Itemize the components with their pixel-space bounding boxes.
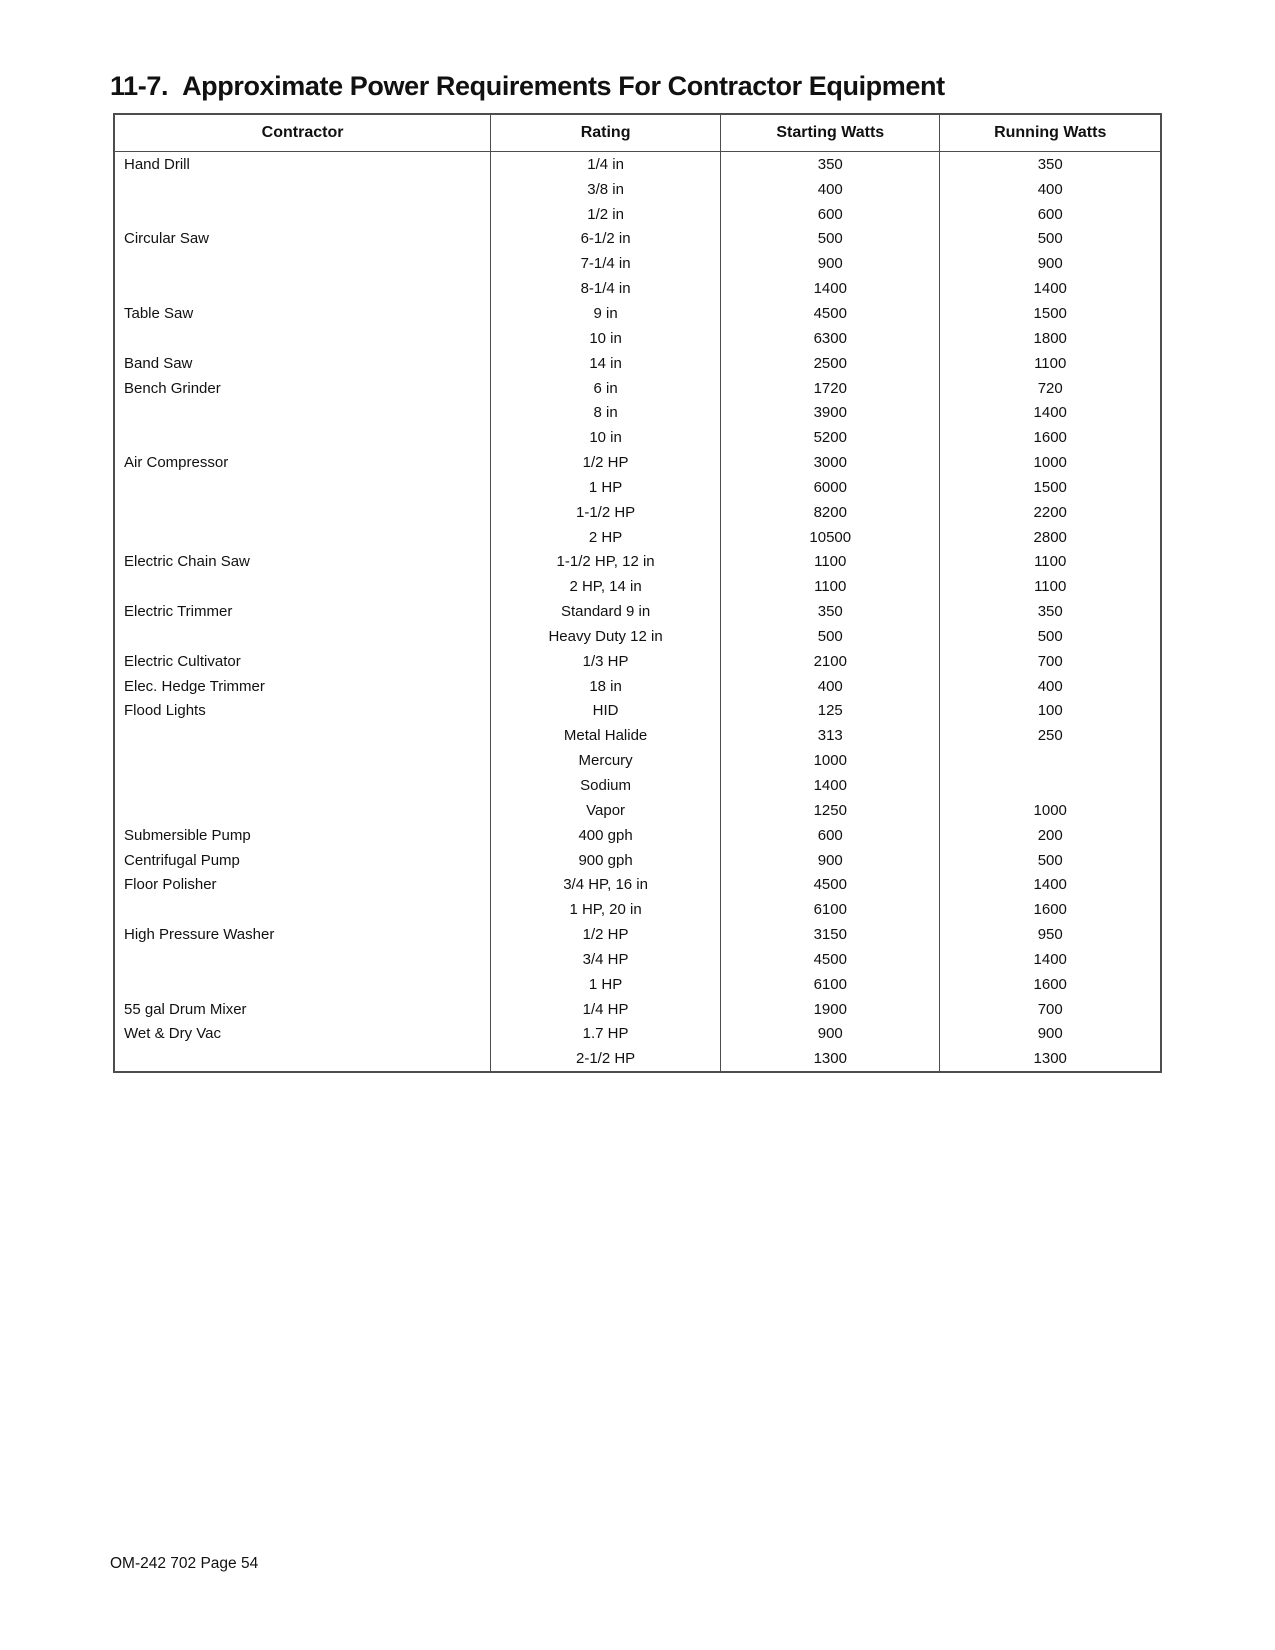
cell-rating: 1/4 in (490, 152, 720, 177)
cell-running-watts: 700 (939, 649, 1159, 674)
cell-rating: 8 in (490, 400, 720, 425)
cell-running-watts: 950 (939, 922, 1159, 947)
cell-starting-watts: 125 (720, 699, 939, 724)
cell-starting-watts: 6100 (720, 972, 939, 997)
cell-contractor (115, 1046, 490, 1071)
cell-rating: 3/8 in (490, 177, 720, 202)
cell-starting-watts: 6300 (720, 326, 939, 351)
cell-rating: Vapor (490, 798, 720, 823)
section-title-text: Approximate Power Requirements For Contractor Equipment (182, 71, 945, 101)
cell-running-watts: 1500 (939, 475, 1159, 500)
cell-rating: 6 in (490, 376, 720, 401)
cell-rating: 1-1/2 HP, 12 in (490, 550, 720, 575)
cell-running-watts: 1100 (939, 574, 1159, 599)
cell-running-watts: 500 (939, 227, 1159, 252)
cell-starting-watts: 3000 (720, 450, 939, 475)
cell-starting-watts: 4500 (720, 947, 939, 972)
table-row (115, 425, 1160, 450)
cell-contractor: Bench Grinder (124, 379, 221, 397)
column-header-contractor: Contractor (261, 124, 344, 141)
cell-rating: 1/2 HP (490, 450, 720, 475)
table-row (115, 450, 1160, 475)
cell-starting-watts: 900 (720, 251, 939, 276)
cell-contractor (115, 276, 490, 301)
table-row (115, 972, 1160, 997)
cell-starting-watts: 313 (720, 723, 939, 748)
table-row (115, 400, 1160, 425)
cell-rating: 6-1/2 in (490, 227, 720, 252)
table-row (115, 922, 1160, 947)
cell-contractor (115, 574, 490, 599)
column-header-rating: Rating (490, 115, 720, 151)
cell-running-watts (939, 748, 1159, 773)
cell-running-watts: 700 (939, 997, 1159, 1022)
cell-running-watts: 900 (939, 251, 1159, 276)
cell-contractor: Circular Saw (124, 230, 210, 248)
cell-starting-watts: 1720 (720, 376, 939, 401)
column-header-running-watts: Running Watts (939, 115, 1159, 151)
cell-rating: Standard 9 in (490, 599, 720, 624)
cell-rating: 1/4 HP (490, 997, 720, 1022)
cell-contractor: Band Saw (124, 354, 193, 372)
cell-starting-watts: 6100 (720, 897, 939, 922)
table-row (115, 326, 1160, 351)
cell-contractor (115, 947, 490, 972)
table-row (115, 947, 1160, 972)
cell-running-watts: 720 (939, 376, 1159, 401)
cell-running-watts: 1800 (939, 326, 1159, 351)
cell-running-watts: 1000 (939, 450, 1159, 475)
cell-rating: 1/3 HP (490, 649, 720, 674)
cell-starting-watts: 900 (720, 848, 939, 873)
table-row (115, 525, 1160, 550)
cell-starting-watts: 350 (720, 152, 939, 177)
table-row (115, 376, 1160, 401)
cell-contractor (115, 798, 490, 823)
cell-starting-watts: 1000 (720, 748, 939, 773)
cell-contractor: Wet & Dry Vac (124, 1025, 221, 1043)
table-row (115, 599, 1160, 624)
table-row (115, 699, 1160, 724)
cell-rating: 900 gph (490, 848, 720, 873)
cell-starting-watts: 1400 (720, 276, 939, 301)
cell-running-watts: 1400 (939, 947, 1159, 972)
cell-starting-watts: 3150 (720, 922, 939, 947)
cell-contractor (115, 748, 490, 773)
cell-rating: 1 HP, 20 in (490, 897, 720, 922)
cell-contractor (115, 624, 490, 649)
cell-contractor (115, 326, 490, 351)
cell-rating: Metal Halide (490, 723, 720, 748)
cell-starting-watts: 400 (720, 674, 939, 699)
cell-starting-watts: 4500 (720, 872, 939, 897)
page-footer: OM-242 702 Page 54 (110, 1555, 259, 1572)
table-row (115, 897, 1160, 922)
cell-starting-watts: 1250 (720, 798, 939, 823)
cell-rating: 1.7 HP (490, 1022, 720, 1047)
cell-running-watts: 400 (939, 177, 1159, 202)
cell-contractor (115, 400, 490, 425)
cell-running-watts: 1600 (939, 897, 1159, 922)
cell-rating: Sodium (490, 773, 720, 798)
cell-running-watts (939, 773, 1159, 798)
cell-starting-watts: 6000 (720, 475, 939, 500)
cell-starting-watts: 600 (720, 202, 939, 227)
cell-rating: 2 HP, 14 in (490, 574, 720, 599)
cell-running-watts: 1500 (939, 301, 1159, 326)
table-header-row (115, 115, 1160, 152)
cell-contractor (115, 972, 490, 997)
cell-starting-watts: 350 (720, 599, 939, 624)
cell-contractor: Centrifugal Pump (124, 851, 240, 869)
table-body (115, 152, 1160, 1071)
cell-contractor (115, 177, 490, 202)
cell-contractor: Floor Polisher (124, 876, 217, 894)
table-row (115, 649, 1160, 674)
table-row (115, 152, 1160, 177)
cell-rating: 400 gph (490, 823, 720, 848)
cell-running-watts: 1100 (939, 351, 1159, 376)
cell-starting-watts: 600 (720, 823, 939, 848)
cell-starting-watts: 8200 (720, 500, 939, 525)
cell-contractor: Air Compressor (124, 454, 229, 472)
cell-contractor (115, 525, 490, 550)
table-row (115, 475, 1160, 500)
table-row (115, 202, 1160, 227)
cell-rating: 1 HP (490, 972, 720, 997)
table-row (115, 574, 1160, 599)
cell-rating: 1 HP (490, 475, 720, 500)
cell-contractor (115, 773, 490, 798)
page-title (110, 71, 945, 102)
table-row (115, 177, 1160, 202)
cell-starting-watts: 5200 (720, 425, 939, 450)
cell-running-watts: 2200 (939, 500, 1159, 525)
cell-rating: 10 in (490, 326, 720, 351)
table-row (115, 723, 1160, 748)
cell-starting-watts: 900 (720, 1022, 939, 1047)
cell-running-watts: 2800 (939, 525, 1159, 550)
cell-rating: Mercury (490, 748, 720, 773)
cell-rating: 3/4 HP, 16 in (490, 872, 720, 897)
table-row (115, 276, 1160, 301)
table-row (115, 500, 1160, 525)
cell-contractor (115, 251, 490, 276)
table-row (115, 773, 1160, 798)
cell-contractor: 55 gal Drum Mixer (124, 1000, 247, 1018)
cell-running-watts: 1400 (939, 276, 1159, 301)
cell-rating: 18 in (490, 674, 720, 699)
cell-running-watts: 350 (939, 599, 1159, 624)
cell-contractor (115, 425, 490, 450)
cell-starting-watts: 400 (720, 177, 939, 202)
cell-rating: 3/4 HP (490, 947, 720, 972)
cell-rating: 2-1/2 HP (490, 1046, 720, 1071)
cell-contractor: Submersible Pump (124, 826, 251, 844)
cell-contractor: Table Saw (124, 304, 194, 322)
cell-starting-watts: 2100 (720, 649, 939, 674)
power-requirements-table (113, 113, 1162, 1073)
cell-starting-watts: 3900 (720, 400, 939, 425)
table-row (115, 351, 1160, 376)
cell-rating: 10 in (490, 425, 720, 450)
cell-starting-watts: 10500 (720, 525, 939, 550)
table-row (115, 227, 1160, 252)
table-row (115, 823, 1160, 848)
cell-contractor (115, 475, 490, 500)
cell-rating: 1/2 in (490, 202, 720, 227)
table-row (115, 848, 1160, 873)
cell-running-watts: 400 (939, 674, 1159, 699)
cell-running-watts: 100 (939, 699, 1159, 724)
section-number: 11-7. (110, 71, 169, 101)
cell-rating: HID (490, 699, 720, 724)
cell-running-watts: 1400 (939, 872, 1159, 897)
cell-rating: 8-1/4 in (490, 276, 720, 301)
table-row (115, 798, 1160, 823)
table-row (115, 1022, 1160, 1047)
cell-contractor (115, 723, 490, 748)
cell-running-watts: 1600 (939, 972, 1159, 997)
cell-starting-watts: 1300 (720, 1046, 939, 1071)
cell-contractor: Elec. Hedge Trimmer (124, 677, 265, 695)
cell-starting-watts: 1900 (720, 997, 939, 1022)
cell-contractor: Flood Lights (124, 702, 206, 720)
table-row (115, 301, 1160, 326)
cell-rating: 1/2 HP (490, 922, 720, 947)
table-row (115, 550, 1160, 575)
cell-rating: 1-1/2 HP (490, 500, 720, 525)
cell-rating: 14 in (490, 351, 720, 376)
table-row (115, 624, 1160, 649)
cell-starting-watts: 4500 (720, 301, 939, 326)
cell-running-watts: 500 (939, 624, 1159, 649)
cell-running-watts: 1000 (939, 798, 1159, 823)
table-row (115, 674, 1160, 699)
cell-contractor: Electric Cultivator (124, 652, 241, 670)
cell-running-watts: 600 (939, 202, 1159, 227)
cell-starting-watts: 1100 (720, 574, 939, 599)
cell-rating: 2 HP (490, 525, 720, 550)
cell-rating: 7-1/4 in (490, 251, 720, 276)
table-row (115, 251, 1160, 276)
cell-contractor (115, 500, 490, 525)
cell-running-watts: 1400 (939, 400, 1159, 425)
cell-rating: 9 in (490, 301, 720, 326)
cell-running-watts: 1600 (939, 425, 1159, 450)
table-row (115, 1046, 1160, 1071)
cell-contractor: High Pressure Washer (124, 926, 275, 944)
cell-rating: Heavy Duty 12 in (490, 624, 720, 649)
cell-starting-watts: 2500 (720, 351, 939, 376)
cell-running-watts: 500 (939, 848, 1159, 873)
table-row (115, 872, 1160, 897)
column-header-starting-watts: Starting Watts (720, 115, 939, 151)
cell-starting-watts: 1400 (720, 773, 939, 798)
cell-running-watts: 1300 (939, 1046, 1159, 1071)
cell-running-watts: 350 (939, 152, 1159, 177)
cell-starting-watts: 500 (720, 624, 939, 649)
table-row (115, 748, 1160, 773)
cell-running-watts: 1100 (939, 550, 1159, 575)
cell-contractor (115, 897, 490, 922)
cell-starting-watts: 1100 (720, 550, 939, 575)
cell-running-watts: 200 (939, 823, 1159, 848)
cell-running-watts: 250 (939, 723, 1159, 748)
cell-contractor: Hand Drill (124, 155, 190, 173)
cell-contractor: Electric Chain Saw (124, 553, 250, 571)
cell-starting-watts: 500 (720, 227, 939, 252)
cell-contractor (115, 202, 490, 227)
table-row (115, 997, 1160, 1022)
cell-contractor: Electric Trimmer (124, 603, 233, 621)
cell-running-watts: 900 (939, 1022, 1159, 1047)
